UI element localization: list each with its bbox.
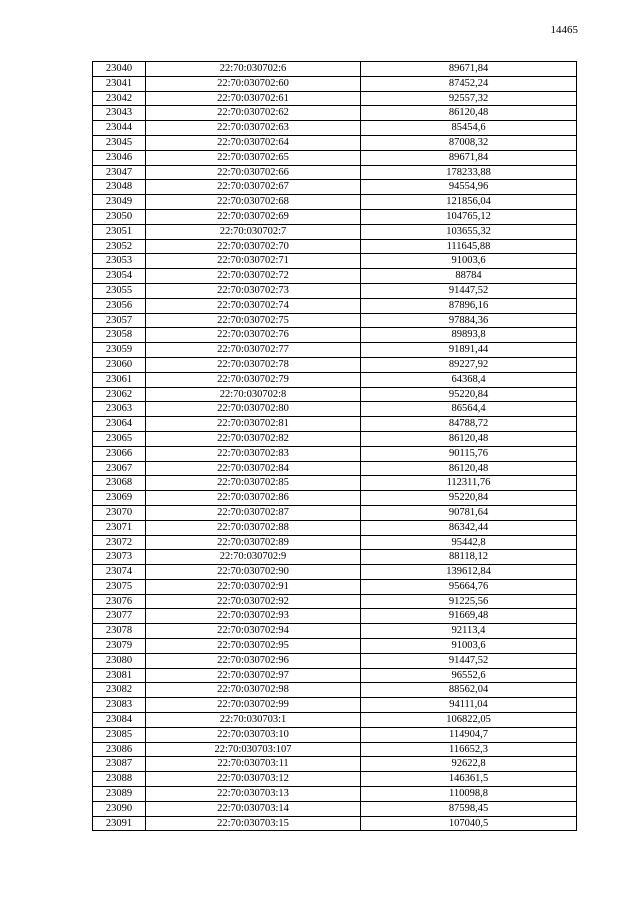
row-number-cell: 23059 xyxy=(93,343,146,358)
table-row xyxy=(93,269,577,284)
row-number-cell: 23058 xyxy=(93,328,146,343)
table-row xyxy=(93,772,577,787)
row-number-cell: 23080 xyxy=(93,653,146,668)
cadastral-value-cell: 87452,24 xyxy=(361,76,577,91)
cadastral-value-cell: 86120,48 xyxy=(361,106,577,121)
cadastral-value-cell: 91225,56 xyxy=(361,594,577,609)
cadastral-value-cell: 86120,48 xyxy=(361,461,577,476)
row-number-cell: 23045 xyxy=(93,135,146,150)
cadastral-value-cell: 94554,96 xyxy=(361,180,577,195)
cadastral-value-cell: 86564,4 xyxy=(361,402,577,417)
row-number-cell: 23051 xyxy=(93,224,146,239)
cadastral-number-cell: 22:70:030702:64 xyxy=(146,135,361,150)
cadastral-number-cell: 22:70:030702:72 xyxy=(146,269,361,284)
table-row xyxy=(93,224,577,239)
cadastral-value-cell: 139612,84 xyxy=(361,565,577,580)
cadastral-number-cell: 22:70:030702:95 xyxy=(146,639,361,654)
cadastral-number-cell: 22:70:030702:96 xyxy=(146,653,361,668)
row-number-cell: 23062 xyxy=(93,387,146,402)
row-number-cell: 23065 xyxy=(93,431,146,446)
cadastral-value-cell: 146361,5 xyxy=(361,772,577,787)
cadastral-value-cell: 87598,45 xyxy=(361,801,577,816)
row-number-cell: 23075 xyxy=(93,579,146,594)
row-number-cell: 23044 xyxy=(93,121,146,136)
table-row xyxy=(93,476,577,491)
row-number-cell: 23052 xyxy=(93,239,146,254)
cadastral-number-cell: 22:70:030702:98 xyxy=(146,683,361,698)
table-row xyxy=(93,165,577,180)
row-number-cell: 23078 xyxy=(93,624,146,639)
cadastral-number-cell: 22:70:030702:85 xyxy=(146,476,361,491)
row-number-cell: 23086 xyxy=(93,742,146,757)
cadastral-value-cell: 86342,44 xyxy=(361,520,577,535)
cadastral-number-cell: 22:70:030703:12 xyxy=(146,772,361,787)
table-row xyxy=(93,357,577,372)
cadastral-number-cell: 22:70:030702:8 xyxy=(146,387,361,402)
table-row xyxy=(93,787,577,802)
row-number-cell: 23042 xyxy=(93,91,146,106)
row-number-cell: 23048 xyxy=(93,180,146,195)
row-number-cell: 23057 xyxy=(93,313,146,328)
row-number-cell: 23084 xyxy=(93,713,146,728)
table-row xyxy=(93,624,577,639)
table-row xyxy=(93,757,577,772)
cadastral-number-cell: 22:70:030702:77 xyxy=(146,343,361,358)
cadastral-number-cell: 22:70:030703:13 xyxy=(146,787,361,802)
table-row xyxy=(93,535,577,550)
row-number-cell: 23081 xyxy=(93,668,146,683)
row-number-cell: 23083 xyxy=(93,698,146,713)
row-number-cell: 23053 xyxy=(93,254,146,269)
cadastral-value-cell: 104765,12 xyxy=(361,209,577,224)
cadastral-number-cell: 22:70:030702:92 xyxy=(146,594,361,609)
table-row xyxy=(93,727,577,742)
table-row xyxy=(93,565,577,580)
table-row xyxy=(93,742,577,757)
cadastral-number-cell: 22:70:030702:76 xyxy=(146,328,361,343)
row-number-cell: 23073 xyxy=(93,550,146,565)
cadastral-number-cell: 22:70:030702:89 xyxy=(146,535,361,550)
table-row xyxy=(93,653,577,668)
cadastral-number-cell: 22:70:030702:83 xyxy=(146,446,361,461)
table-row xyxy=(93,609,577,624)
table-row xyxy=(93,283,577,298)
cadastral-number-cell: 22:70:030702:74 xyxy=(146,298,361,313)
row-number-cell: 23054 xyxy=(93,269,146,284)
cadastral-number-cell: 22:70:030702:82 xyxy=(146,431,361,446)
cadastral-number-cell: 22:70:030702:94 xyxy=(146,624,361,639)
row-number-cell: 23082 xyxy=(93,683,146,698)
cadastral-value-cell: 95442,8 xyxy=(361,535,577,550)
cadastral-number-cell: 22:70:030702:90 xyxy=(146,565,361,580)
cadastral-number-cell: 22:70:030702:66 xyxy=(146,165,361,180)
cadastral-number-cell: 22:70:030702:9 xyxy=(146,550,361,565)
cadastral-value-cell: 91003,6 xyxy=(361,639,577,654)
row-number-cell: 23068 xyxy=(93,476,146,491)
row-number-cell: 23061 xyxy=(93,372,146,387)
cadastral-value-cell: 90115,76 xyxy=(361,446,577,461)
cadastral-number-cell: 22:70:030703:11 xyxy=(146,757,361,772)
row-number-cell: 23041 xyxy=(93,76,146,91)
cadastral-number-cell: 22:70:030703:1 xyxy=(146,713,361,728)
table-row xyxy=(93,328,577,343)
cadastral-value-cell: 89893,8 xyxy=(361,328,577,343)
row-number-cell: 23055 xyxy=(93,283,146,298)
table-row xyxy=(93,639,577,654)
row-number-cell: 23071 xyxy=(93,520,146,535)
table-row xyxy=(93,62,577,77)
row-number-cell: 23072 xyxy=(93,535,146,550)
cadastral-number-cell: 22:70:030702:75 xyxy=(146,313,361,328)
cadastral-number-cell: 22:70:030702:78 xyxy=(146,357,361,372)
table-row xyxy=(93,135,577,150)
table-row xyxy=(93,801,577,816)
cadastral-number-cell: 22:70:030702:71 xyxy=(146,254,361,269)
table-row xyxy=(93,446,577,461)
cadastral-value-cell: 89227,92 xyxy=(361,357,577,372)
row-number-cell: 23076 xyxy=(93,594,146,609)
cadastral-value-cell: 92113,4 xyxy=(361,624,577,639)
table-row xyxy=(93,579,577,594)
page-number: 14465 xyxy=(550,24,578,36)
table-row xyxy=(93,713,577,728)
table-row xyxy=(93,461,577,476)
table-row xyxy=(93,698,577,713)
cadastral-value-cell: 92557,32 xyxy=(361,91,577,106)
row-number-cell: 23060 xyxy=(93,357,146,372)
cadastral-value-cell: 95220,84 xyxy=(361,387,577,402)
cadastral-value-cell: 86120,48 xyxy=(361,431,577,446)
cadastral-value-cell: 88118,12 xyxy=(361,550,577,565)
row-number-cell: 23085 xyxy=(93,727,146,742)
table-row xyxy=(93,402,577,417)
cadastral-number-cell: 22:70:030702:80 xyxy=(146,402,361,417)
cadastral-number-cell: 22:70:030702:68 xyxy=(146,195,361,210)
table-row xyxy=(93,505,577,520)
cadastral-number-cell: 22:70:030702:69 xyxy=(146,209,361,224)
cadastral-value-cell: 106822,05 xyxy=(361,713,577,728)
cadastral-value-cell: 107040,5 xyxy=(361,816,577,831)
cadastral-value-cell: 96552,6 xyxy=(361,668,577,683)
cadastral-number-cell: 22:70:030702:67 xyxy=(146,180,361,195)
row-number-cell: 23077 xyxy=(93,609,146,624)
cadastral-number-cell: 22:70:030702:79 xyxy=(146,372,361,387)
row-number-cell: 23091 xyxy=(93,816,146,831)
cadastral-value-cell: 88784 xyxy=(361,269,577,284)
cadastral-value-cell: 91669,48 xyxy=(361,609,577,624)
table-row xyxy=(93,550,577,565)
row-number-cell: 23040 xyxy=(93,62,146,77)
table-row xyxy=(93,683,577,698)
row-number-cell: 23079 xyxy=(93,639,146,654)
cadastral-value-cell: 84788,72 xyxy=(361,417,577,432)
cadastral-value-cell: 92622,8 xyxy=(361,757,577,772)
cadastral-value-cell: 91447,52 xyxy=(361,283,577,298)
cadastral-value-cell: 89671,84 xyxy=(361,62,577,77)
cadastral-number-cell: 22:70:030702:93 xyxy=(146,609,361,624)
table-row xyxy=(93,372,577,387)
cadastral-number-cell: 22:70:030702:63 xyxy=(146,121,361,136)
table-row xyxy=(93,668,577,683)
cadastral-value-cell: 87008,32 xyxy=(361,135,577,150)
row-number-cell: 23067 xyxy=(93,461,146,476)
cadastral-number-cell: 22:70:030702:86 xyxy=(146,491,361,506)
cadastral-value-cell: 110098,8 xyxy=(361,787,577,802)
table-row xyxy=(93,180,577,195)
cadastral-number-cell: 22:70:030703:14 xyxy=(146,801,361,816)
cadastral-value-cell: 91003,6 xyxy=(361,254,577,269)
row-number-cell: 23050 xyxy=(93,209,146,224)
row-number-cell: 23087 xyxy=(93,757,146,772)
table-row xyxy=(93,150,577,165)
cadastral-number-cell: 22:70:030702:7 xyxy=(146,224,361,239)
cadastral-number-cell: 22:70:030702:91 xyxy=(146,579,361,594)
table-row xyxy=(93,195,577,210)
cadastral-value-cell: 87896,16 xyxy=(361,298,577,313)
table-row xyxy=(93,343,577,358)
cadastral-value-cell: 64368,4 xyxy=(361,372,577,387)
table-row xyxy=(93,387,577,402)
cadastral-number-cell: 22:70:030702:84 xyxy=(146,461,361,476)
row-number-cell: 23070 xyxy=(93,505,146,520)
cadastral-number-cell: 22:70:030702:99 xyxy=(146,698,361,713)
table-row xyxy=(93,417,577,432)
table-row xyxy=(93,594,577,609)
table-row xyxy=(93,91,577,106)
cadastral-value-cell: 94111,04 xyxy=(361,698,577,713)
cadastral-value-cell: 95220,84 xyxy=(361,491,577,506)
table-row xyxy=(93,491,577,506)
cadastral-value-cell: 95664,76 xyxy=(361,579,577,594)
cadastral-number-cell: 22:70:030702:73 xyxy=(146,283,361,298)
table-row xyxy=(93,254,577,269)
row-number-cell: 23088 xyxy=(93,772,146,787)
cadastral-value-cell: 116652,3 xyxy=(361,742,577,757)
table-row xyxy=(93,106,577,121)
cadastral-number-cell: 22:70:030702:97 xyxy=(146,668,361,683)
row-number-cell: 23063 xyxy=(93,402,146,417)
cadastral-value-cell: 85454,6 xyxy=(361,121,577,136)
table-row xyxy=(93,76,577,91)
cadastral-number-cell: 22:70:030702:60 xyxy=(146,76,361,91)
table-row xyxy=(93,816,577,831)
cadastral-number-cell: 22:70:030703:10 xyxy=(146,727,361,742)
cadastral-number-cell: 22:70:030702:61 xyxy=(146,91,361,106)
row-number-cell: 23047 xyxy=(93,165,146,180)
cadastral-number-cell: 22:70:030702:87 xyxy=(146,505,361,520)
cadastral-number-cell: 22:70:030702:62 xyxy=(146,106,361,121)
table-row xyxy=(93,313,577,328)
cadastral-value-cell: 91447,52 xyxy=(361,653,577,668)
row-number-cell: 23043 xyxy=(93,106,146,121)
cadastral-value-cell: 90781,64 xyxy=(361,505,577,520)
cadastral-number-cell: 22:70:030702:81 xyxy=(146,417,361,432)
row-number-cell: 23074 xyxy=(93,565,146,580)
cadastral-value-cell: 111645,88 xyxy=(361,239,577,254)
cadastral-value-cell: 114904,7 xyxy=(361,727,577,742)
cadastral-number-cell: 22:70:030702:88 xyxy=(146,520,361,535)
row-number-cell: 23066 xyxy=(93,446,146,461)
cadastral-value-cell: 89671,84 xyxy=(361,150,577,165)
row-number-cell: 23069 xyxy=(93,491,146,506)
cadastral-number-cell: 22:70:030703:107 xyxy=(146,742,361,757)
cadastral-value-cell: 88562,04 xyxy=(361,683,577,698)
cadastral-value-cell: 97884,36 xyxy=(361,313,577,328)
cadastral-number-cell: 22:70:030702:70 xyxy=(146,239,361,254)
cadastral-value-cell: 91891,44 xyxy=(361,343,577,358)
table-row xyxy=(93,121,577,136)
row-number-cell: 23090 xyxy=(93,801,146,816)
table-row xyxy=(93,431,577,446)
cadastral-value-cell: 121856,04 xyxy=(361,195,577,210)
cadastral-number-cell: 22:70:030703:15 xyxy=(146,816,361,831)
cadastral-value-cell: 178233,88 xyxy=(361,165,577,180)
cadastral-value-cell: 103655,32 xyxy=(361,224,577,239)
table-row xyxy=(93,239,577,254)
cadastral-number-cell: 22:70:030702:65 xyxy=(146,150,361,165)
table-row xyxy=(93,298,577,313)
table-row xyxy=(93,209,577,224)
row-number-cell: 23049 xyxy=(93,195,146,210)
row-number-cell: 23046 xyxy=(93,150,146,165)
cadastral-number-cell: 22:70:030702:6 xyxy=(146,62,361,77)
cadastral-value-table xyxy=(92,61,577,831)
table-row xyxy=(93,520,577,535)
row-number-cell: 23089 xyxy=(93,787,146,802)
table-body xyxy=(93,62,577,831)
cadastral-value-cell: 112311,76 xyxy=(361,476,577,491)
row-number-cell: 23056 xyxy=(93,298,146,313)
row-number-cell: 23064 xyxy=(93,417,146,432)
